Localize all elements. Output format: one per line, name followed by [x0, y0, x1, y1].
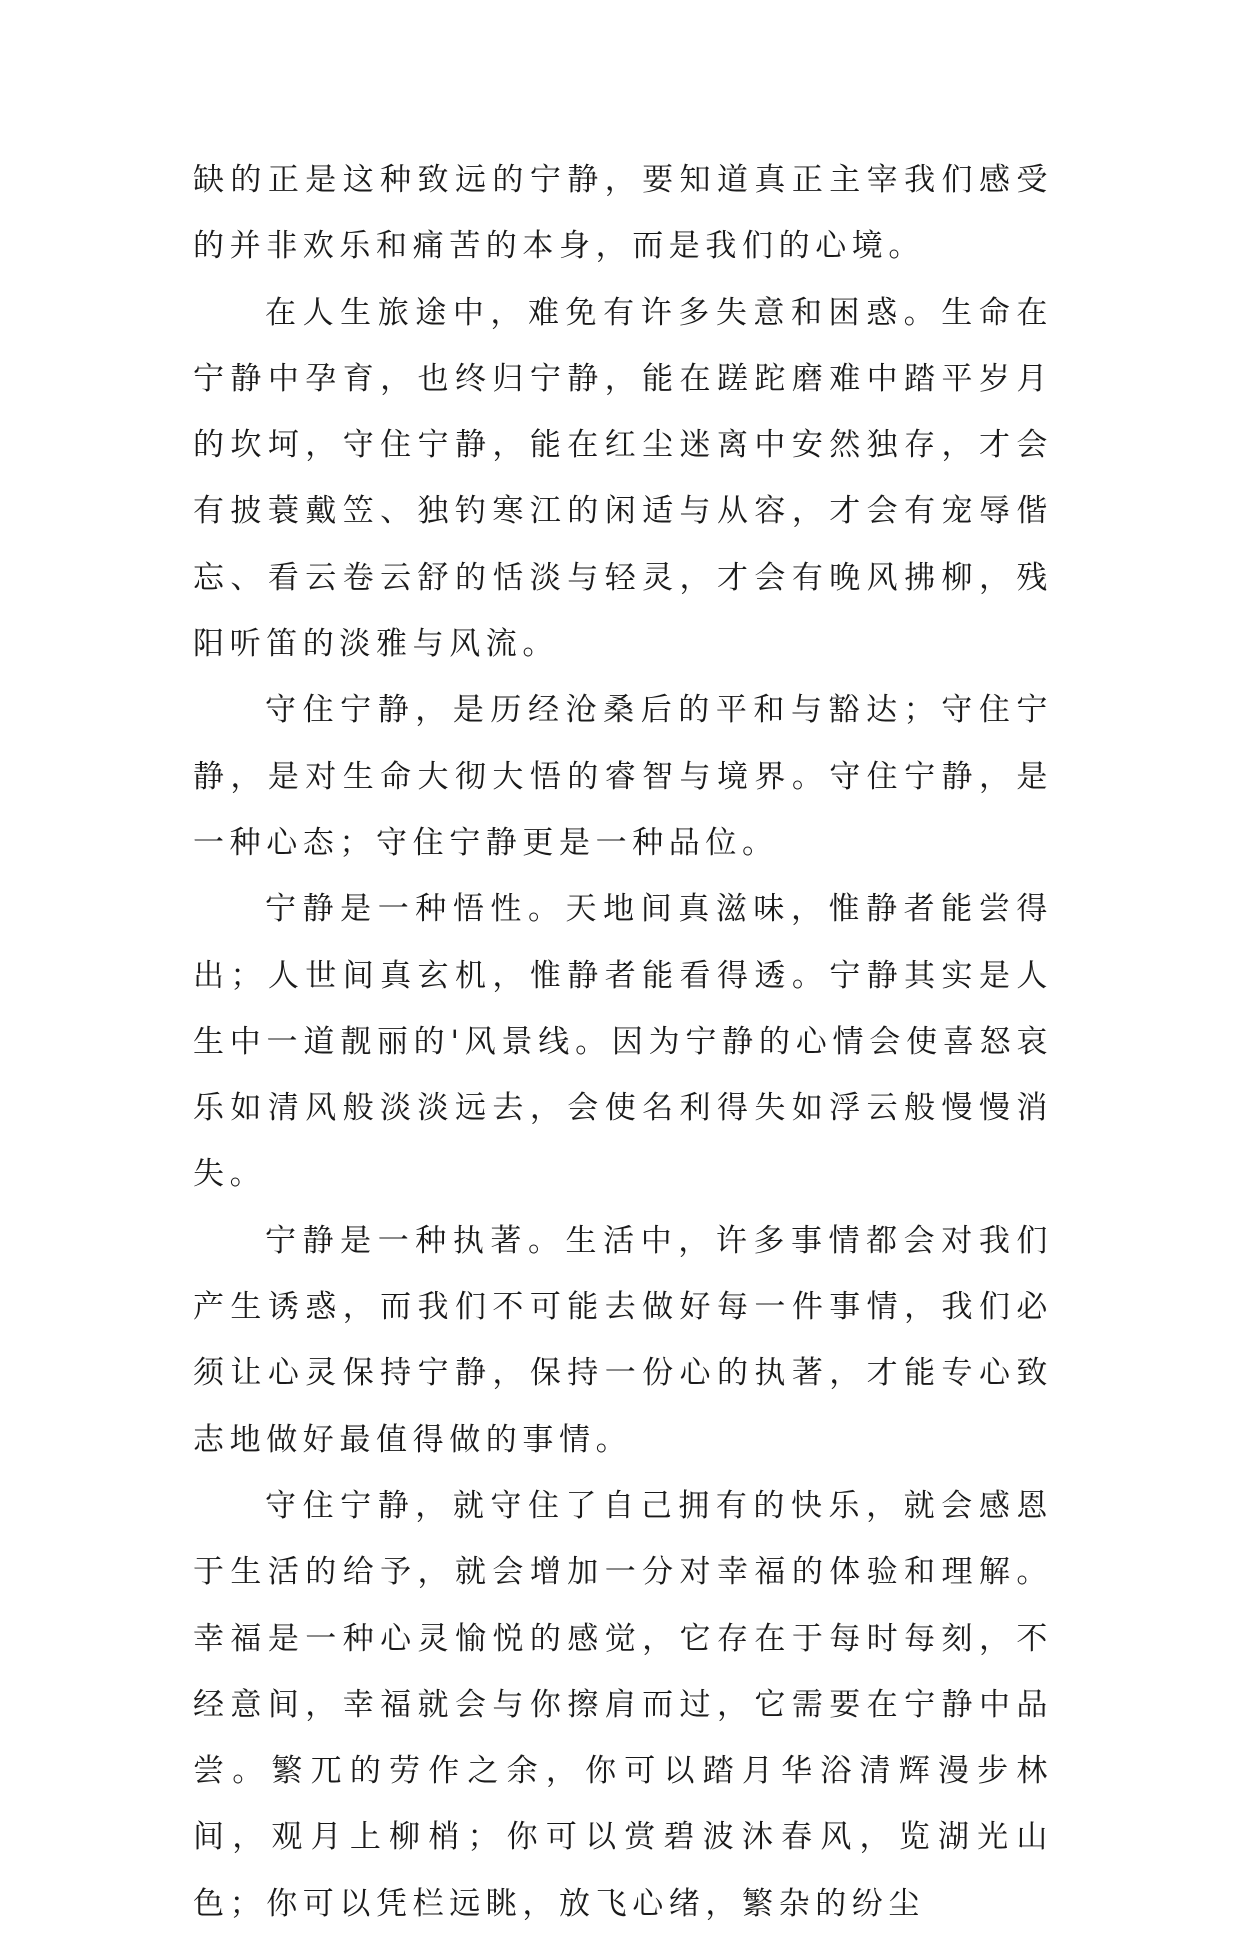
paragraph: 缺的正是这种致远的宁静，要知道真正主宰我们感受的并非欢乐和痛苦的本身，而是我们的心境。 [193, 162, 1053, 265]
paragraph: 守住宁静，就守住了自己拥有的快乐，就会感恩于生活的给予，就会增加一分对幸福的体验和理解。幸福是一种心灵愉悦的感觉，它存在于每时每刻，不经意间，幸福就会与你擦肩而过，它需要在宁静中品尝。繁兀的劳作之余，你可以踏月华浴清辉漫步林间，观月上柳梢；你可以赏碧波沐春风，览湖光山色；你可以凭栏远眺，放飞心绪，繁杂的纷尘 [193, 1487, 1053, 1922]
paragraph: 在人生旅途中，难免有许多失意和困惑。生命在宁静中孕育，也终归宁静，能在蹉跎磨难中踏平岁月的坎坷，守住宁静，能在红尘迷离中安然独存，才会有披蓑戴笠、独钓寒江的闲适与从容，才会有宠辱偕忘、看云卷云舒的恬淡与轻灵，才会有晚风拂柳，残阳听笛的淡雅与风流。 [193, 294, 1053, 663]
document-page [193, 147, 1053, 1937]
paragraph: 宁静是一种悟性。天地间真滋味，惟静者能尝得出；人世间真玄机，惟静者能看得透。宁静其实是人生中一道靓丽的'风景线。因为宁静的心情会使喜怒哀乐如清风般淡淡远去，会使名利得失如浮云般慢慢消失。 [193, 891, 1053, 1193]
paragraph: 守住宁静，是历经沧桑后的平和与豁达；守住宁静，是对生命大彻大悟的睿智与境界。守住宁静，是一种心态；守住宁静更是一种品位。 [193, 692, 1053, 861]
paragraph: 宁静是一种执著。生活中，许多事情都会对我们产生诱惑，而我们不可能去做好每一件事情，我们必须让心灵保持宁静，保持一份心的执著，才能专心致志地做好最值得做的事情。 [193, 1222, 1053, 1458]
